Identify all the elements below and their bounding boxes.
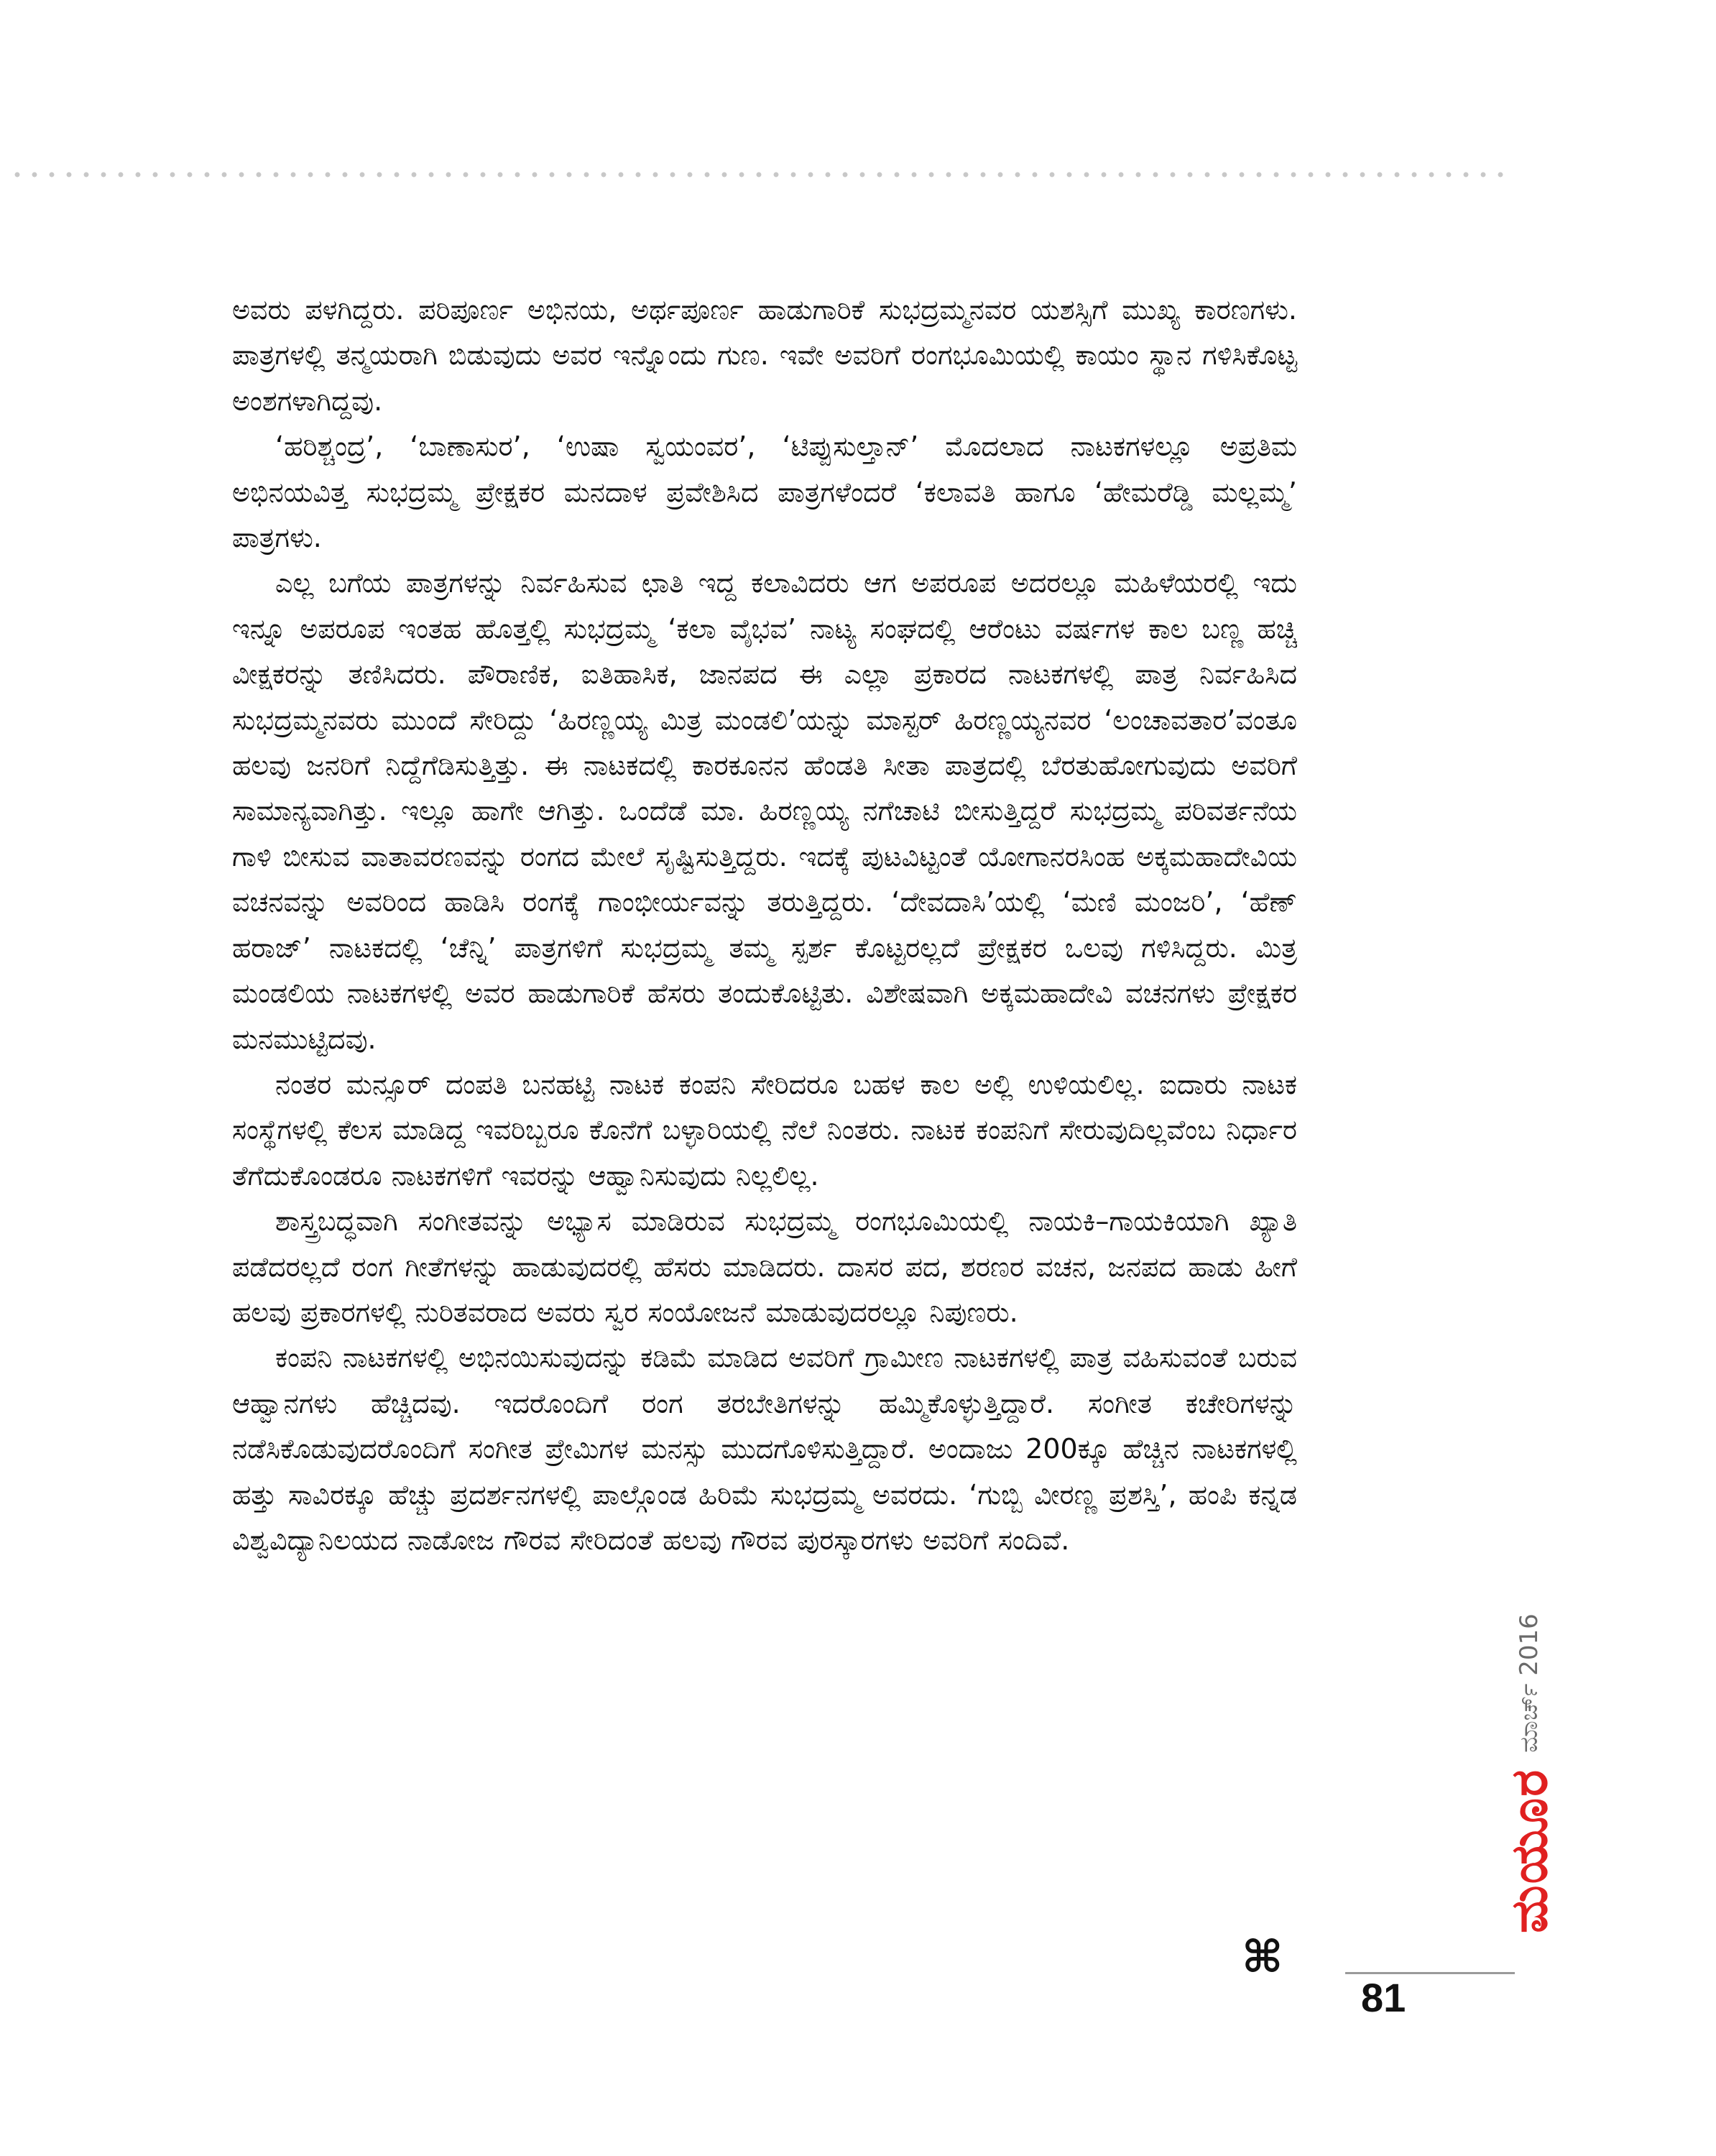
issue-date: ಮಾರ್ಚ್ 2016 [1515, 1613, 1544, 1753]
magazine-brand: ಮಯೂರ [1500, 1768, 1559, 1933]
paragraph-3: ಎಲ್ಲ ಬಗೆಯ ಪಾತ್ರಗಳನ್ನು ನಿರ್ವಹಿಸುವ ಛಾತಿ ಇದ್ದ ಕಲಾವಿದರು ಆಗ ಅಪರೂಪ ಅದರಲ್ಲೂ ಮಹಿಳೆಯರಲ್ಲಿ ಇದು ಇನ್ನೂ ಅಪರೂಪ ಇಂತಹ ಹೊತ್ತಲ್ಲಿ ಸುಭದ್ರಮ್ಮ ‘ಕಲಾ ವೈಭವ’ ನಾಟ್ಯ ಸಂಘದಲ್ಲಿ ಆರೆಂಟು ವರ್ಷಗಳ ಕಾಲ ಬಣ್ಣ ಹಚ್ಚಿ ವೀಕ್ಷಕರನ್ನು ತಣಿಸಿದರು. ಪೌರಾಣಿಕ, ಐತಿಹಾಸಿಕ, ಜಾನಪದ ಈ ಎಲ್ಲಾ ಪ್ರಕಾರದ ನಾಟಕಗಳಲ್ಲಿ ಪಾತ್ರ ನಿರ್ವಹಿಸಿದ ಸುಭದ್ರಮ್ಮನವರು ಮುಂದೆ ಸೇರಿದ್ದು ‘ಹಿರಣ್ಣಯ್ಯ ಮಿತ್ರ ಮಂಡಲಿ’ಯನ್ನು ಮಾಸ್ಟರ್ ಹಿರಣ್ಣಯ್ಯನವರ ‘ಲಂಚಾವತಾರ’ವಂತೂ ಹಲವು ಜನರಿಗೆ ನಿದ್ದೆಗೆಡಿಸುತ್ತಿತ್ತು. ಈ ನಾಟಕದಲ್ಲಿ ಕಾರಕೂನನ ಹೆಂಡತಿ ಸೀತಾ ಪಾತ್ರದಲ್ಲಿ ಬೆರತುಹೋಗುವುದು ಅವರಿಗೆ ಸಾಮಾನ್ಯವಾಗಿತ್ತು. ಇಲ್ಲೂ ಹಾಗೇ ಆಗಿತ್ತು. ಒಂದೆಡೆ ಮಾ. ಹಿರಣ್ಣಯ್ಯ ನಗೆಚಾಟಿ ಬೀಸುತ್ತಿದ್ದರೆ ಸುಭದ್ರಮ್ಮ ಪರಿವರ್ತನೆಯ ಗಾಳಿ ಬೀಸುವ ವಾತಾವರಣವನ್ನು ರಂಗದ ಮೇಲೆ ಸೃಷ್ಟಿಸುತ್ತಿದ್ದರು. ಇದಕ್ಕೆ ಪುಟವಿಟ್ಟಂತೆ ಯೋಗಾನರಸಿಂಹ ಅಕ್ಕಮಹಾದೇವಿಯ ವಚನವನ್ನು ಅವರಿಂದ ಹಾಡಿಸಿ ರಂಗಕ್ಕೆ ಗಾಂಭೀರ್ಯವನ್ನು ತರುತ್ತಿದ್ದರು. ‘ದೇವದಾಸಿ’ಯಲ್ಲಿ ‘ಮಣಿ ಮಂಜರಿ’, ‘ಹೆಣ್ ಹರಾಜ್’ ನಾಟಕದಲ್ಲಿ ‘ಚೆನ್ನಿ’ ಪಾತ್ರಗಳಿಗೆ ಸುಭದ್ರಮ್ಮ ತಮ್ಮ ಸ್ಪರ್ಶ ಕೊಟ್ಟರಲ್ಲದೆ ಪ್ರೇಕ್ಷಕರ ಒಲವು ಗಳಿಸಿದ್ದರು. ಮಿತ್ರ ಮಂಡಲಿಯ ನಾಟಕಗಳಲ್ಲಿ ಅವರ ಹಾಡುಗಾರಿಕೆ ಹೆಸರು ತಂದುಕೊಟ್ಟಿತು. ವಿಶೇಷವಾಗಿ ಅಕ್ಕಮಹಾದೇವಿ ವಚನಗಳು ಪ್ರೇಕ್ಷಕರ ಮನಮುಟ್ಟಿದವು. [232, 567, 1297, 1055]
paragraph-6: ಕಂಪನಿ ನಾಟಕಗಳಲ್ಲಿ ಅಭಿನಯಿಸುವುದನ್ನು ಕಡಿಮೆ ಮಾಡಿದ ಅವರಿಗೆ ಗ್ರಾಮೀಣ ನಾಟಕಗಳಲ್ಲಿ ಪಾತ್ರ ವಹಿಸುವಂತೆ ಬರುವ ಆಹ್ವಾನಗಳು ಹೆಚ್ಚಿದವು. ಇದರೊಂದಿಗೆ ರಂಗ ತರಬೇತಿಗಳನ್ನು ಹಮ್ಮಿಕೊಳ್ಳುತ್ತಿದ್ದಾರೆ. ಸಂಗೀತ ಕಚೇರಿಗಳನ್ನು ನಡೆಸಿಕೊಡುವುದರೊಂದಿಗೆ ಸಂಗೀತ ಪ್ರೇಮಿಗಳ ಮನಸ್ಸು ಮುದಗೊಳಿಸುತ್ತಿದ್ದಾರೆ. ಅಂದಾಜು 200ಕ್ಕೂ ಹೆಚ್ಚಿನ ನಾಟಕಗಳಲ್ಲಿ ಹತ್ತು ಸಾವಿರಕ್ಕೂ ಹೆಚ್ಚು ಪ್ರದರ್ಶನಗಳಲ್ಲಿ ಪಾಲ್ಗೊಂಡ ಹಿರಿಮೆ ಸುಭದ್ರಮ್ಮ ಅವರದು. ‘ಗುಬ್ಬಿ ವೀರಣ್ಣ ಪ್ರಶಸ್ತಿ’, ಹಂಪಿ ಕನ್ನಡ ವಿಶ್ವವಿದ್ಯಾನಿಲಯದ ನಾಡೋಜ ಗೌರವ ಸೇರಿದಂತೆ ಹಲವು ಗೌರವ ಪುರಸ್ಕಾರಗಳು ಅವರಿಗೆ ಸಂದಿವೆ. [232, 1342, 1297, 1556]
article-body [232, 287, 1297, 1563]
magazine-side-label [1342, 1613, 1716, 1933]
end-of-article-icon: ⌘ [1242, 1930, 1283, 1983]
page-number: 81 [1361, 1975, 1406, 2020]
paragraph-1: ಅವರು ಪಳಗಿದ್ದರು. ಪರಿಪೂರ್ಣ ಅಭಿನಯ, ಅರ್ಥಪೂರ್ಣ ಹಾಡುಗಾರಿಕೆ ಸುಭದ್ರಮ್ಮನವರ ಯಶಸ್ಸಿಗೆ ಮುಖ್ಯ ಕಾರಣಗಳು. ಪಾತ್ರಗಳಲ್ಲಿ ತನ್ಮಯರಾಗಿ ಬಿಡುವುದು ಅವರ ಇನ್ನೊಂದು ಗುಣ. ಇವೇ ಅವರಿಗೆ ರಂಗಭೂಮಿಯಲ್ಲಿ ಕಾಯಂ ಸ್ಥಾನ ಗಳಿಸಿಕೊಟ್ಟ ಅಂಶಗಳಾಗಿದ್ದವು. [232, 294, 1297, 417]
paragraph-2: ‘ಹರಿಶ್ಚಂದ್ರ’, ‘ಬಾಣಾಸುರ’, ‘ಉಷಾ ಸ್ವಯಂವರ’, ‘ಟಿಪ್ಪುಸುಲ್ತಾನ್’ ಮೊದಲಾದ ನಾಟಕಗಳಲ್ಲೂ ಅಪ್ರತಿಮ ಅಭಿನಯವಿತ್ತ ಸುಭದ್ರಮ್ಮ ಪ್ರೇಕ್ಷಕರ ಮನದಾಳ ಪ್ರವೇಶಿಸಿದ ಪಾತ್ರಗಳೆಂದರೆ ‘ಕಲಾವತಿ ಹಾಗೂ ‘ಹೇಮರೆಡ್ಡಿ ಮಲ್ಲಮ್ಮ’ ಪಾತ್ರಗಳು. [232, 430, 1297, 554]
top-dotted-rule [9, 171, 1506, 178]
paragraph-4: ನಂತರ ಮನ್ಸೂರ್ ದಂಪತಿ ಬನಹಟ್ಟಿ ನಾಟಕ ಕಂಪನಿ ಸೇರಿದರೂ ಬಹಳ ಕಾಲ ಅಲ್ಲಿ ಉಳಿಯಲಿಲ್ಲ. ಐದಾರು ನಾಟಕ ಸಂಸ್ಥೆಗಳಲ್ಲಿ ಕೆಲಸ ಮಾಡಿದ್ದ ಇವರಿಬ್ಬರೂ ಕೊನೆಗೆ ಬಳ್ಳಾರಿಯಲ್ಲಿ ನೆಲೆ ನಿಂತರು. ನಾಟಕ ಕಂಪನಿಗೆ ಸೇರುವುದಿಲ್ಲವೆಂಬ ನಿರ್ಧಾರ ತೆಗೆದುಕೊಂಡರೂ ನಾಟಕಗಳಿಗೆ ಇವರನ್ನು ಆಹ್ವಾನಿಸುವುದು ನಿಲ್ಲಲಿಲ್ಲ. [232, 1068, 1297, 1192]
page-number-divider [1345, 1972, 1515, 1974]
paragraph-5: ಶಾಸ್ತ್ರಬದ್ಧವಾಗಿ ಸಂಗೀತವನ್ನು ಅಭ್ಯಾಸ ಮಾಡಿರುವ ಸುಭದ್ರಮ್ಮ ರಂಗಭೂಮಿಯಲ್ಲಿ ನಾಯಕಿ–ಗಾಯಕಿಯಾಗಿ ಖ್ಯಾತಿ ಪಡೆದರಲ್ಲದೆ ರಂಗ ಗೀತೆಗಳನ್ನು ಹಾಡುವುದರಲ್ಲಿ ಹೆಸರು ಮಾಡಿದರು. ದಾಸರ ಪದ, ಶರಣರ ವಚನ, ಜನಪದ ಹಾಡು ಹೀಗೆ ಹಲವು ಪ್ರಕಾರಗಳಲ್ಲಿ ನುರಿತವರಾದ ಅವರು ಸ್ವರ ಸಂಯೋಜನೆ ಮಾಡುವುದರಲ್ಲೂ ನಿಪುಣರು. [232, 1205, 1297, 1328]
